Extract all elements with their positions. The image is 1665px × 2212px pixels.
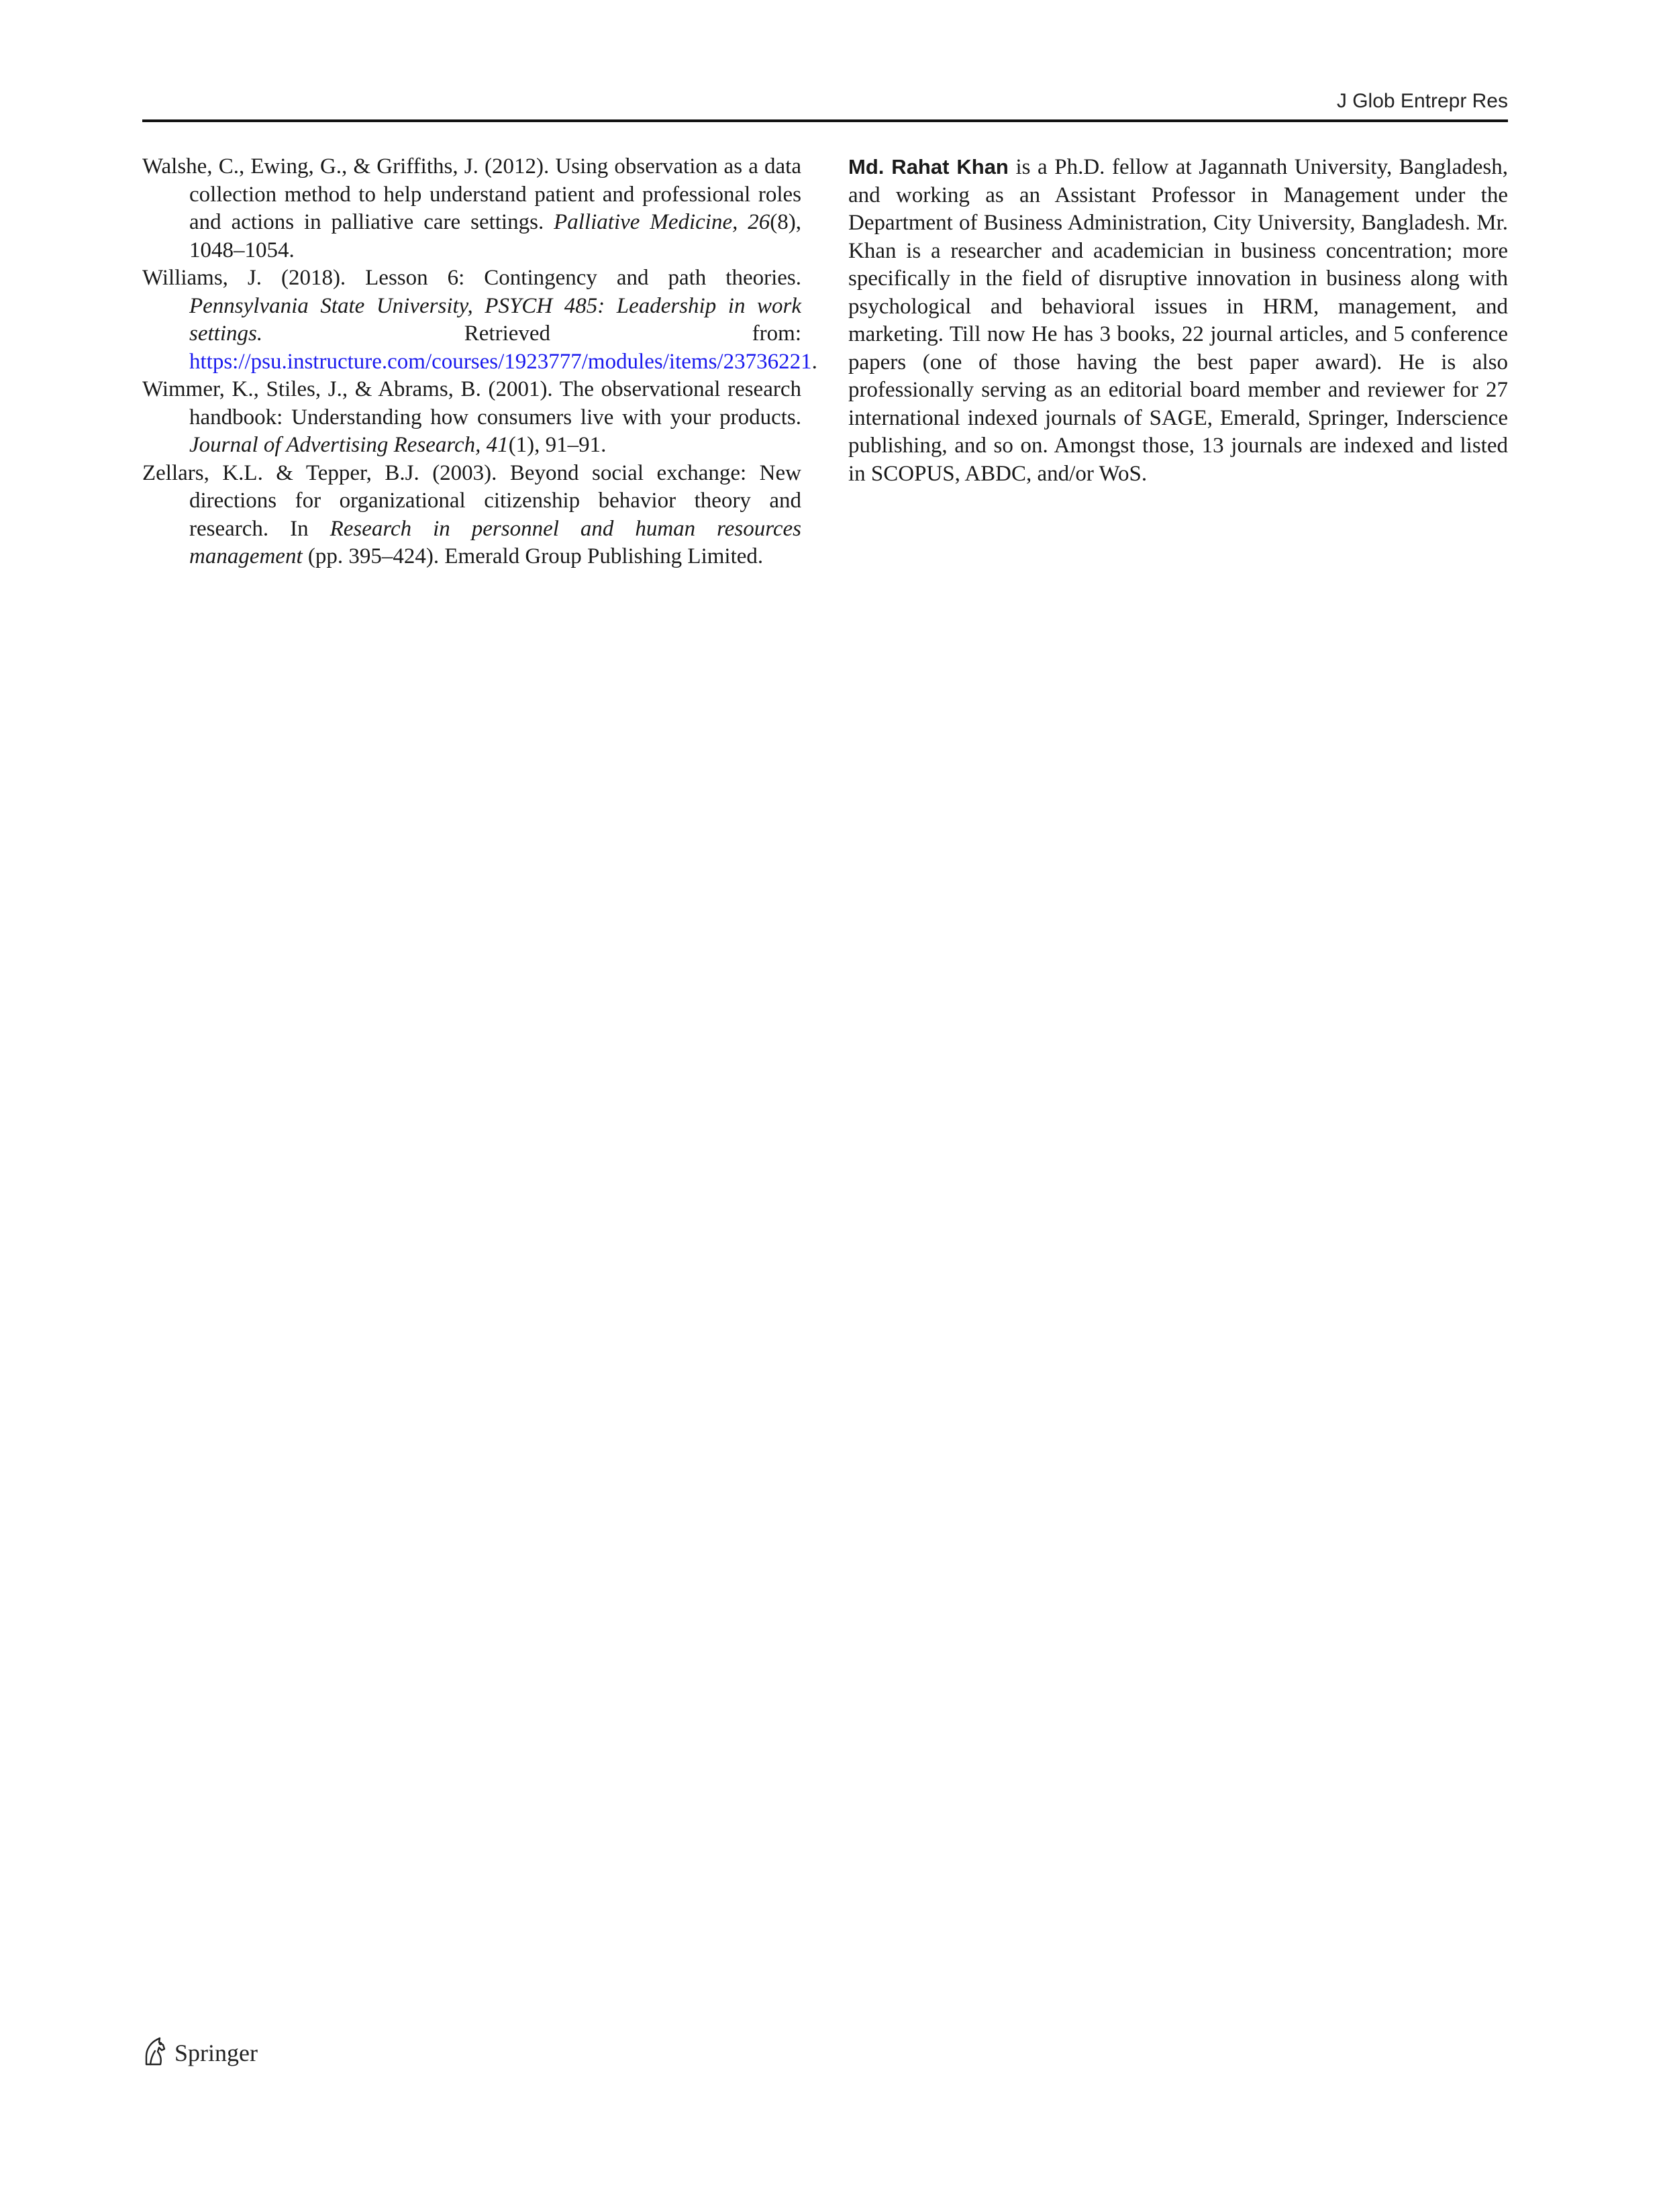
- reference-authors: Zellars, K.L. & Tepper, B.J. (2003). Beyond social exchange: New directions for organizational citizenship behavior theory and research. In: [142, 460, 801, 541]
- reference-authors: Williams, J. (2018). Lesson 6: Contingency and path theories.: [142, 266, 801, 290]
- reference-authors: Wimmer, K., Stiles, J., & Abrams, B. (2001). The observational research handbook: Understanding how consumers live with your products.: [142, 377, 801, 430]
- journal-title: J Glob Entrepr Res: [1336, 90, 1508, 112]
- reference-item: [142, 264, 817, 376]
- reference-journal: Palliative Medicine, 26: [554, 210, 770, 234]
- reference-retrieved: Retrieved from:: [262, 321, 801, 346]
- reference-item: [142, 376, 801, 460]
- reference-authors: Walshe, C., Ewing, G., & Griffiths, J. (2012). Using observation as a data collection method to help understand patient and professional roles and actions in palliative care settings.: [142, 154, 801, 234]
- reference-details: (8), 1048–1054.: [189, 210, 801, 262]
- reference-journal: Research in personnel and human resources management: [189, 516, 801, 568]
- reference-details: (1), 91–91.: [508, 433, 607, 457]
- reference-details: (pp. 395–424). Emerald Group Publishing Limited.: [302, 544, 764, 568]
- publisher-name: Springer: [174, 2040, 258, 2066]
- running-head: [142, 86, 1508, 122]
- references-column: [142, 153, 817, 571]
- reference-item: [142, 153, 801, 264]
- reference-journal: Journal of Advertising Research, 41: [189, 433, 509, 457]
- reference-item: [142, 460, 801, 571]
- springer-horse-icon: [142, 2036, 174, 2070]
- author-bio: [848, 153, 1508, 488]
- reference-link[interactable]: https://psu.instructure.com/courses/1923777/modules/items/23736221: [189, 349, 812, 374]
- reference-end: .: [811, 349, 817, 374]
- author-name: Md. Rahat Khan: [848, 155, 1009, 179]
- author-bio-text: is a Ph.D. fellow at Jagannath University, Bangladesh, and working as an Assistant Professor in Management under the Department of Business Administration, City University, Bangladesh. Mr. Khan is a researcher and academician in business concentration; more specifically in the field of disruptive innovation in business along with psychological and behavioral issues in HRM, management, and marketing. Till now He has 3 books, 22 journal articles, and 5 conference papers (one of those having the best paper award). He is also professionally serving as an editorial board member and reviewer for 27 international indexed journals of SAGE, Emerald, Springer, Inderscience publishing, and so on. Amongst those, 13 journals are indexed and listed in SCOPUS, ABDC, and/or WoS.: [848, 155, 1508, 486]
- reference-journal: Pennsylvania State University, PSYCH 485: Leadership in work settings.: [189, 293, 801, 346]
- author-bio-column: [848, 153, 1508, 488]
- page-footer: [142, 2036, 258, 2070]
